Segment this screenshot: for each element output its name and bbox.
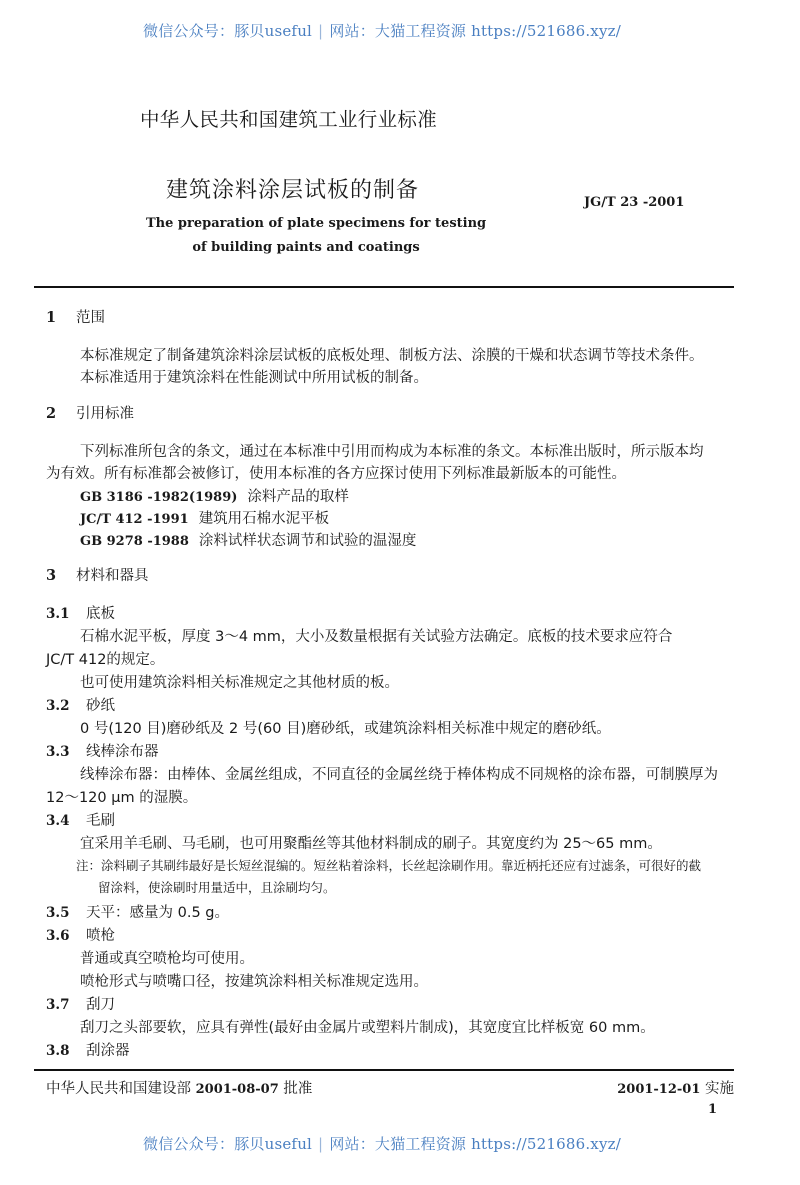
- section-1-heading: [46, 306, 105, 327]
- subsection-title: 刮涂器: [86, 1043, 130, 1059]
- subsection-3-6-line-1: 普通或真空喷枪均可使用。: [80, 951, 254, 967]
- english-title-line-2: of building paints and coatings: [192, 240, 420, 255]
- english-title: [146, 212, 487, 260]
- subsection-title: 天平：感量为 0.5 g。: [86, 905, 229, 921]
- subsection-3-1-line-3: 也可使用建筑涂料相关标准规定之其他材质的板。: [80, 675, 399, 691]
- subsection-3-8-heading: [46, 1039, 130, 1060]
- approval-label: 批准: [283, 1081, 313, 1097]
- watermark-separator: |: [318, 1135, 324, 1153]
- effective-label: 实施: [705, 1081, 734, 1097]
- section-2-heading: [46, 402, 134, 423]
- subsection-3-6-heading: [46, 924, 115, 945]
- english-title-line-1: The preparation of plate specimens for testing: [146, 216, 487, 231]
- subsection-number: 3.3: [46, 744, 70, 760]
- subsection-3-3-line-1: 线棒涂布器：由棒体、金属丝组成，不同直径的金属丝绕于棒体构成不同规格的涂布器，可制膜厚为: [80, 767, 718, 783]
- effective-line: [617, 1077, 734, 1098]
- header-divider: [34, 286, 734, 288]
- subsection-3-7-heading: [46, 993, 115, 1014]
- watermark-bottom: [143, 1133, 621, 1154]
- watermark-left: 微信公众号：豚贝useful: [143, 22, 313, 40]
- section-number: 1: [46, 309, 57, 326]
- subsection-title: 砂纸: [86, 698, 115, 714]
- subsection-3-1-line-1: 石棉水泥平板，厚度 3～4 mm，大小及数量根据有关试验方法确定。底板的技术要求应符合: [80, 629, 673, 645]
- standard-number: JG/T 23 -2001: [584, 195, 685, 210]
- subsection-title: 毛刷: [86, 813, 115, 829]
- subsection-number: 3.2: [46, 698, 70, 714]
- reference-code: GB 3186 -1982(1989): [80, 490, 238, 505]
- reference-item: [80, 507, 329, 528]
- subsection-number: 3.8: [46, 1043, 70, 1059]
- section-title: 材料和器具: [76, 568, 149, 584]
- section-title: 范围: [76, 310, 105, 326]
- subsection-number: 3.1: [46, 606, 70, 622]
- subsection-number: 3.4: [46, 813, 70, 829]
- section-2-paragraph-line-1: 下列标准所包含的条文，通过在本标准中引用而构成为本标准的条文。本标准出版时，所示版本均: [80, 444, 704, 460]
- note-line-2: 留涂料，使涂刷时用量适中，且涂刷均匀。: [98, 880, 336, 895]
- document-title: 建筑涂料涂层试板的制备: [166, 178, 420, 203]
- subsection-3-2-line-1: 0 号(120 目)磨砂纸及 2 号(60 目)磨砂纸，或建筑涂料相关标准中规定的磨砂纸。: [80, 721, 611, 737]
- approval-line: [46, 1077, 312, 1098]
- reference-code: GB 9278 -1988: [80, 534, 189, 549]
- watermark-right: 网站：大猫工程资源 https://521686.xyz/: [329, 22, 621, 40]
- subsection-3-4-line-1: 宜采用羊毛刷、马毛刷，也可用聚酯丝等其他材料制成的刷子。其宽度约为 25～65 mm。: [80, 836, 662, 852]
- watermark-right: 网站：大猫工程资源 https://521686.xyz/: [329, 1135, 621, 1153]
- subsection-3-7-line-1: 刮刀之头部要软，应具有弹性(最好由金属片或塑料片制成)，其宽度宜比样板宽 60 mm。: [80, 1020, 655, 1036]
- section-title: 引用标准: [76, 406, 134, 422]
- reference-title: 涂料产品的取样: [247, 489, 349, 505]
- section-1-paragraph-2: 本标准适用于建筑涂料在性能测试中所用试板的制备。: [80, 370, 428, 386]
- subsection-number: 3.6: [46, 928, 70, 944]
- subsection-3-1-heading: [46, 602, 115, 623]
- reference-title: 建筑用石棉水泥平板: [198, 511, 330, 527]
- approval-organization: 中华人民共和国建设部: [46, 1081, 191, 1097]
- subsection-3-3-heading: [46, 740, 159, 761]
- subsection-3-4-heading: [46, 809, 115, 830]
- issuing-organization: 中华人民共和国建筑工业行业标准: [140, 108, 438, 131]
- section-1-paragraph-1: 本标准规定了制备建筑涂料涂层试板的底板处理、制板方法、涂膜的干燥和状态调节等技术条件。: [80, 348, 704, 364]
- watermark-top: [143, 20, 621, 41]
- subsection-3-2-heading: [46, 694, 115, 715]
- effective-date: 2001-12-01: [617, 1082, 701, 1097]
- watermark-left: 微信公众号：豚贝useful: [143, 1135, 313, 1153]
- section-3-heading: [46, 564, 149, 585]
- subsection-title: 刮刀: [86, 997, 115, 1013]
- footer-divider: [34, 1069, 734, 1071]
- subsection-3-3-line-2: 12～120 μm 的湿膜。: [46, 790, 198, 806]
- page-number: 1: [708, 1102, 718, 1117]
- subsection-number: 3.5: [46, 905, 70, 921]
- section-number: 2: [46, 405, 57, 422]
- subsection-3-1-line-2: JC/T 412的规定。: [46, 652, 165, 668]
- subsection-3-6-line-2: 喷枪形式与喷嘴口径，按建筑涂料相关标准规定选用。: [80, 974, 428, 990]
- watermark-separator: |: [318, 22, 324, 40]
- section-number: 3: [46, 567, 57, 584]
- reference-item: [80, 485, 349, 506]
- section-2-paragraph-line-2: 为有效。所有标准都会被修订，使用本标准的各方应探讨使用下列标准最新版本的可能性。: [46, 466, 626, 482]
- note-line-1: 注：涂料刷子其刷纬最好是长短丝混编的。短丝粘着涂料，长丝起涂刷作用。靠近柄托还应有过滤条，可很好的截: [76, 858, 702, 873]
- subsection-3-5-heading: [46, 901, 229, 922]
- subsection-title: 线棒涂布器: [86, 744, 159, 760]
- approval-date: 2001-08-07: [195, 1082, 279, 1097]
- reference-item: [80, 529, 416, 550]
- subsection-number: 3.7: [46, 997, 70, 1013]
- subsection-title: 底板: [86, 606, 115, 622]
- reference-title: 涂料试样状态调节和试验的温湿度: [198, 533, 417, 549]
- reference-code: JC/T 412 -1991: [80, 512, 189, 527]
- subsection-title: 喷枪: [86, 928, 115, 944]
